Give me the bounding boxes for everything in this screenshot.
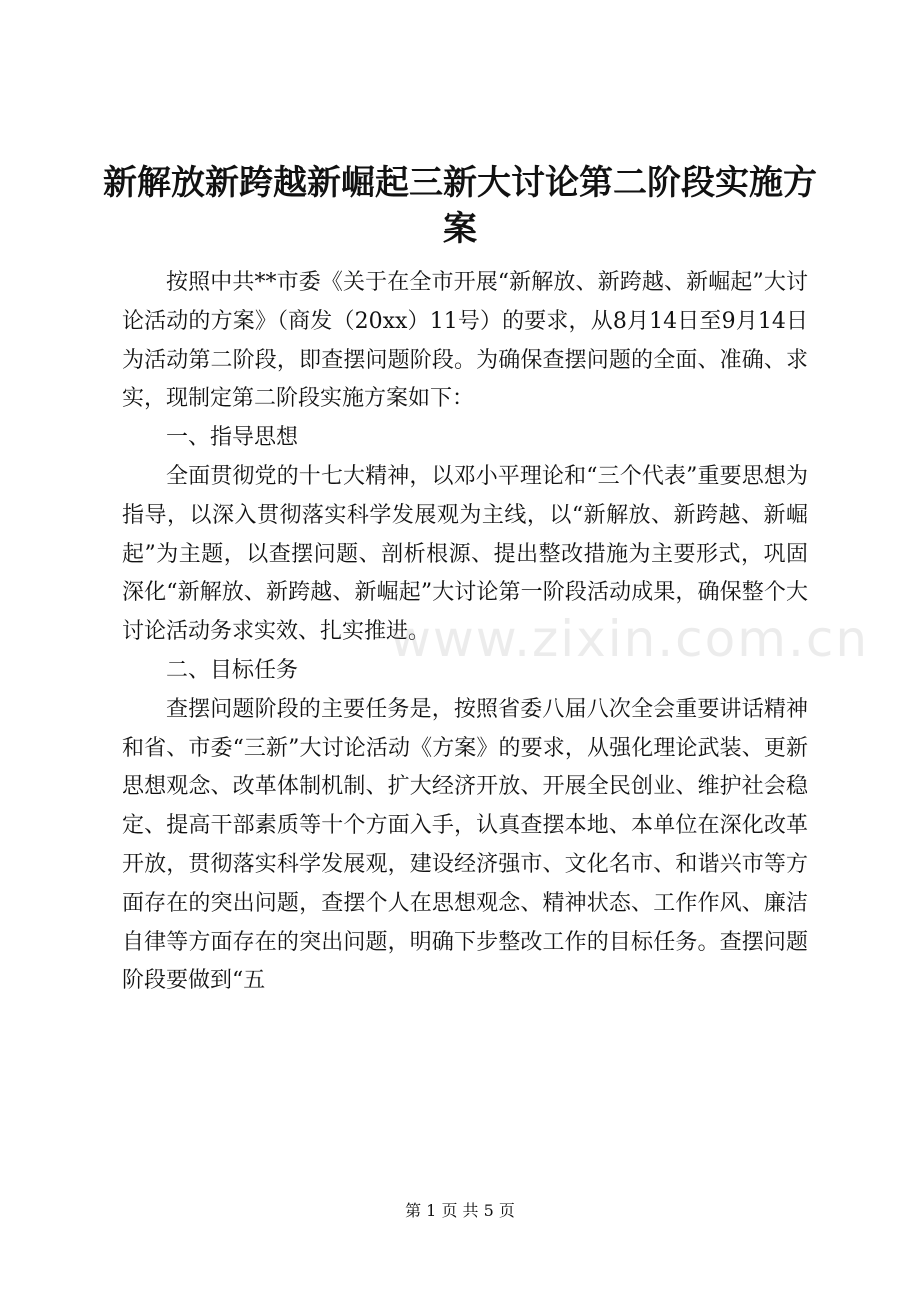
watermark: www.zixin.com.cn bbox=[390, 610, 870, 668]
paragraph-intro: 按照中共**市委《关于在全市开展“新解放、新跨越、新崛起”大讨论活动的方案》（商发（20xx）11号）的要求，从8月14日至9月14日为活动第二阶段，即查摆问题阶段。为确保查摆问题的全面、准确、求实，现制定第二阶段实施方案如下： bbox=[122, 270, 808, 412]
paragraph-guiding-ideology: 全面贯彻党的十七大精神，以邓小平理论和“三个代表”重要思想为指导，以深入贯彻落实科学发展观为主线，以“新解放、新跨越、新崛起”为主题，以查摆问题、剖析根源、提出整改措施为主要形式，巩固深化“新解放、新跨越、新崛起”大讨论第一阶段活动成果，确保整个大讨论活动务求实效、扎实推进。 bbox=[122, 463, 808, 645]
page-footer: 第 1 页 共 5 页 bbox=[405, 1201, 515, 1220]
heading-objectives: 二、目标任务 bbox=[166, 657, 299, 683]
document-title: 新解放新跨越新崛起三新大讨论第二阶段实施方案 bbox=[103, 163, 817, 249]
heading-guiding-ideology: 一、指导思想 bbox=[166, 425, 299, 451]
paragraph-objectives: 查摆问题阶段的主要任务是，按照省委八届八次全会重要讲话精神和省、市委“三新”大讨论活动《方案》的要求，从强化理论武装、更新思想观念、改革体制机制、扩大经济开放、开展全民创业、维护社会稳定、提高干部素质等十个方面入手，认真查摆本地、本单位在深化改革开放，贯彻落实科学发展观，建设经济强市、文化名市、和谐兴市等方面存在的突出问题，查摆个人在思想观念、精神状态、工作作风、廉洁自律等方面存在的突出问题，明确下步整改工作的目标任务。查摆问题阶段要做到“五 bbox=[122, 696, 808, 994]
